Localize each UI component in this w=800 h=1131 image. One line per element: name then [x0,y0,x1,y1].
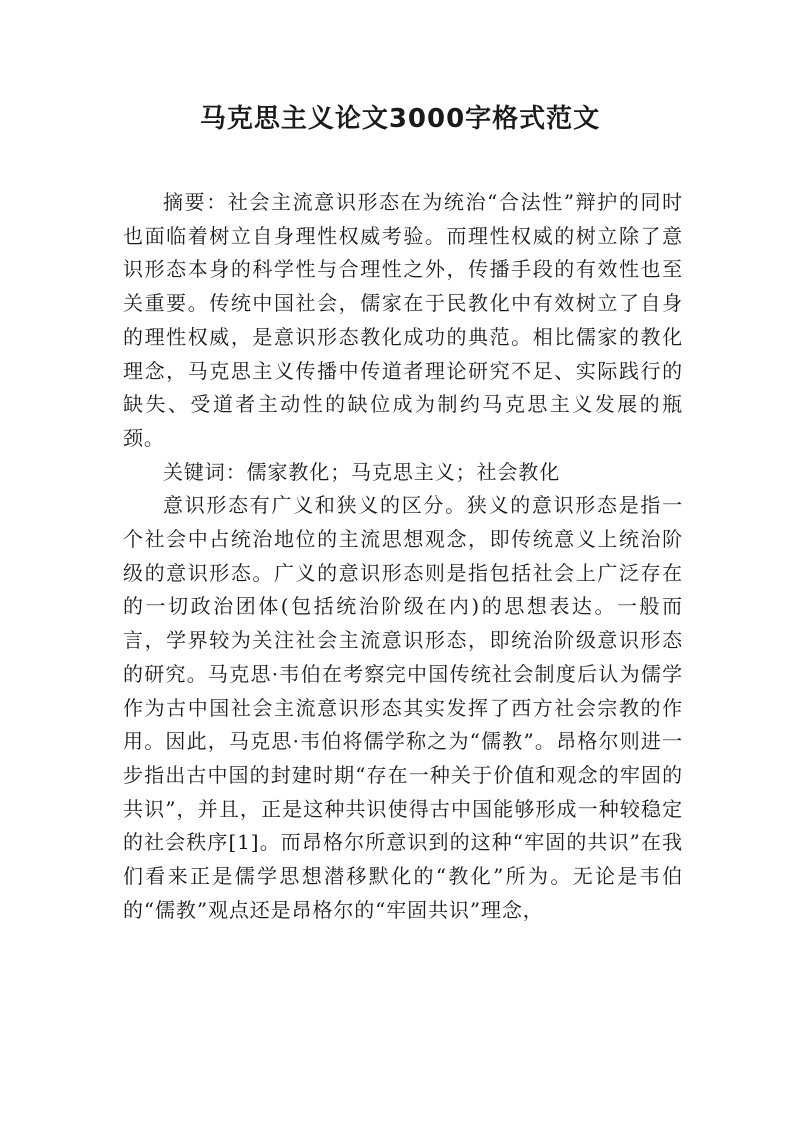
document-title: 马克思主义论文3000字格式范文 [199,104,601,134]
document-body [123,186,683,927]
keywords-paragraph: 关键词：儒家教化；马克思主义；社会教化 [163,459,561,484]
abstract-paragraph: 摘要：社会主流意识形态在为统治“合法性”辩护的同时也面临着树立自身理性权威考验。而理性权威的树立除了意识形态本身的科学性与合理性之外，传播手段的有效性也至关重要。传统中国社会，儒家在于民教化中有效树立了自身的理性权威，是意识形态教化成功的典范。相比儒家的教化理念，马克思主义传播中传道者理论研究不足、实际践行的缺失、受道者主动性的缺位成为制约马克思主义发展的瓶颈。 [123,190,683,450]
body-paragraph: 意识形态有广义和狭义的区分。狭义的意识形态是指一个社会中占统治地位的主流思想观念，即传统意义上统治阶级的意识形态。广义的意识形态则是指包括社会上广泛存在的一切政治团体(包括统治阶级在内)的思想表达。一般而言，学界较为关注社会主流意识形态，即统治阶级意识形态的研究。马克思·韦伯在考察完中国传统社会制度后认为儒学作为古中国社会主流意识形态其实发挥了西方社会宗教的作用。因此，马克思·韦伯将儒学称之为“儒教”。昂格尔则进一步指出古中国的封建时期“存在一种关于价值和观念的牢固的共识”，并且，正是这种共识使得古中国能够形成一种较稳定的社会秩序[1]。而昂格尔所意识到的这种“牢固的共识”在我们看来正是儒学思想潜移默化的“教化”所为。无论是韦伯的“儒教”观点还是昂格尔的“牢固共识”理念， [123,493,683,922]
